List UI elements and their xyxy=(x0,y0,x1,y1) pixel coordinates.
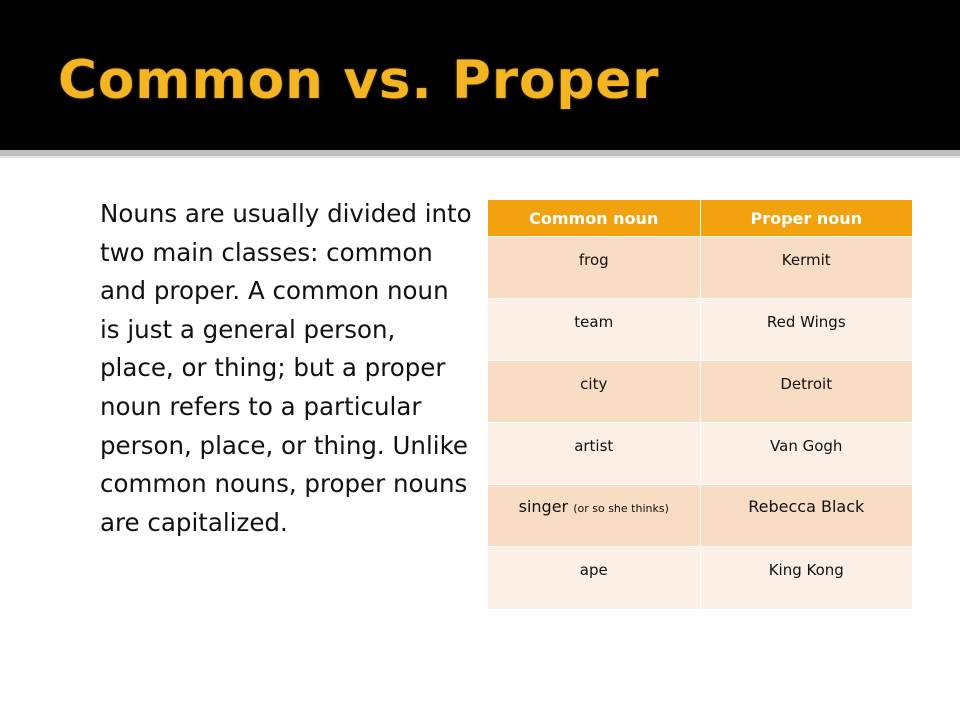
table-row xyxy=(488,237,912,299)
proper-noun-cell: Red Wings xyxy=(700,299,912,361)
slide-title: Common vs. Proper xyxy=(58,50,660,111)
title-divider-shadow xyxy=(0,156,960,158)
proper-noun-cell: Rebecca Black xyxy=(700,485,912,547)
common-noun-aside: (or so she thinks) xyxy=(573,502,669,515)
table-row xyxy=(488,299,912,361)
common-noun-cell: artist xyxy=(488,423,700,485)
proper-noun-cell: Van Gogh xyxy=(700,423,912,485)
table-row xyxy=(488,423,912,485)
header-common-noun: Common noun xyxy=(488,200,700,237)
common-noun-cell: frog xyxy=(488,237,700,299)
table-row xyxy=(488,547,912,609)
common-noun-cell: ape xyxy=(488,547,700,609)
table-row xyxy=(488,485,912,547)
table-header-row xyxy=(488,200,912,237)
header-proper-noun: Proper noun xyxy=(700,200,912,237)
proper-noun-cell: King Kong xyxy=(700,547,912,609)
common-noun-word: singer xyxy=(518,497,569,516)
noun-table xyxy=(488,200,912,609)
common-noun-cell: city xyxy=(488,361,700,423)
common-noun-cell xyxy=(488,485,700,547)
table-row xyxy=(488,361,912,423)
common-noun-cell: team xyxy=(488,299,700,361)
proper-noun-cell: Kermit xyxy=(700,237,912,299)
proper-noun-cell: Detroit xyxy=(700,361,912,423)
body-paragraph: Nouns are usually divided into two main classes: common and proper. A common noun is just a general person, place, or thing; but a proper noun refers to a particular person, place, or thing. Unlike common nouns, proper nouns are capitalized. xyxy=(100,199,472,537)
